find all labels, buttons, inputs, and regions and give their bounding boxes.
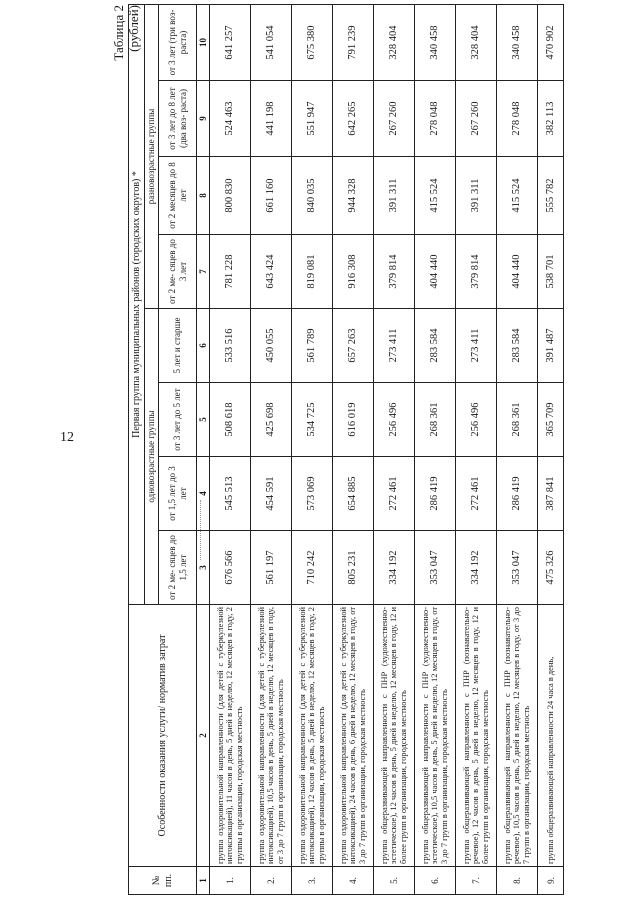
- table-row: [456, 4, 497, 894]
- cost-value: 805 231: [333, 531, 374, 605]
- cost-value: 256 496: [374, 383, 415, 457]
- cost-value: 800 830: [210, 157, 251, 235]
- cost-value: 508 618: [210, 383, 251, 457]
- cost-value: 541 054: [251, 4, 292, 80]
- cost-value: 382 113: [538, 81, 564, 157]
- col-header: от 3 лет (три воз- раста): [159, 4, 197, 80]
- cost-value: 328 404: [374, 4, 415, 80]
- cost-value: 573 069: [292, 457, 333, 531]
- col-number: 1: [197, 867, 210, 895]
- col-header: от 2 месяцев до 8 лет: [159, 157, 197, 235]
- header-mixed-age: разновозрастные группы: [145, 4, 159, 308]
- row-number: 7.: [456, 867, 497, 895]
- col-header: от 1,5 лет до 3 лет: [159, 457, 197, 531]
- table-row: [251, 4, 292, 894]
- cost-value: 676 566: [210, 531, 251, 605]
- cost-value: 365 709: [538, 383, 564, 457]
- cost-value: 791 239: [333, 4, 374, 80]
- cost-value: 334 192: [456, 531, 497, 605]
- table-row: [497, 4, 538, 894]
- col-number: 7: [197, 235, 210, 309]
- cost-value: 256 496: [456, 383, 497, 457]
- cost-value: 391 311: [456, 157, 497, 235]
- cost-value: 415 524: [497, 157, 538, 235]
- cost-value: 657 263: [333, 309, 374, 383]
- cost-value: 391 311: [374, 157, 415, 235]
- cost-value: 819 081: [292, 235, 333, 309]
- cost-value: 454 591: [251, 457, 292, 531]
- col-header: от 2 ме- сяцев до 3 лет: [159, 235, 197, 309]
- header-group: Первая группа муниципальных районов (городских округов) *: [129, 4, 145, 604]
- row-description: группа общеразвивающей направленности с ПНР (художественно-эстетическое), 10,5 часов в день, 5 дней в неделю, 12 месяцев в году, от 3 до 7 групп в организации, городская местность: [415, 605, 456, 867]
- cost-value: 283 584: [415, 309, 456, 383]
- cost-value: 524 463: [210, 81, 251, 157]
- cost-value: 641 257: [210, 4, 251, 80]
- table-title: Таблица 2: [111, 5, 126, 61]
- row-number: 6.: [415, 867, 456, 895]
- row-description: группа общеразвивающей направленности с ПНР (познавательно-речевое), 12 часов в день, 5 дней в неделю, 12 месяцев в году, 12 и более групп в организации, городская местность: [456, 605, 497, 867]
- col-header: 5 лет и старше: [159, 309, 197, 383]
- row-description: группа оздоровительной направленности (для детей с туберкулезной интоксикацией), 12 часов в день, 5 дней в неделю, 12 месяцев в году, 2 группы в организации, городская местность: [292, 605, 333, 867]
- cost-value: 642 265: [333, 81, 374, 157]
- cost-value: 340 458: [497, 4, 538, 80]
- cost-value: 675 380: [292, 4, 333, 80]
- cost-value: 273 411: [374, 309, 415, 383]
- cost-value: 441 198: [251, 81, 292, 157]
- cost-value: 551 947: [292, 81, 333, 157]
- row-number: 5.: [374, 867, 415, 895]
- cost-value: 286 419: [497, 457, 538, 531]
- table-row: [374, 4, 415, 894]
- cost-value: 391 487: [538, 309, 564, 383]
- row-number: 8.: [497, 867, 538, 895]
- cost-table: [125, 4, 564, 895]
- cost-value: 334 192: [374, 531, 415, 605]
- cost-value: 328 404: [456, 4, 497, 80]
- cost-value: 268 361: [415, 383, 456, 457]
- cost-value: 267 260: [374, 81, 415, 157]
- cost-value: 643 424: [251, 235, 292, 309]
- cost-value: 555 782: [538, 157, 564, 235]
- row-description: группа общеразвивающей направленности 24 часа в день,: [538, 605, 564, 867]
- cost-value: 781 228: [210, 235, 251, 309]
- cost-value: 353 047: [415, 531, 456, 605]
- cost-value: 534 725: [292, 383, 333, 457]
- cost-value: 278 048: [497, 81, 538, 157]
- cost-value: 450 055: [251, 309, 292, 383]
- col-header: от 2 ме- сяцев до 1,5 лет: [159, 531, 197, 605]
- cost-value: 273 411: [456, 309, 497, 383]
- table-body: [210, 4, 564, 894]
- table-unit: (рублей): [125, 5, 141, 52]
- col-number: 3: [197, 531, 210, 605]
- cost-value: 353 047: [497, 531, 538, 605]
- row-number: 3.: [292, 867, 333, 895]
- row-description: группа общеразвивающей направленности с ПНР (художественно-эстетическое), 12 часов в день, 5 дней в неделю, 12 месяцев в году, 12 и более групп в организации, городская местность: [374, 605, 415, 867]
- col-number: 5: [197, 383, 210, 457]
- header-feature: Особенности оказания услуги/ норматив затрат: [129, 605, 197, 867]
- cost-value: 561 197: [251, 531, 292, 605]
- cost-value: 944 328: [333, 157, 374, 235]
- cost-value: 387 841: [538, 457, 564, 531]
- cost-value: 272 461: [374, 457, 415, 531]
- cost-value: 267 260: [456, 81, 497, 157]
- col-number: 10: [197, 4, 210, 80]
- row-description: группа оздоровительной направленности (для детей с туберкулезной интоксикацией), 11 часов в день, 5 дней в неделю, 12 месяцев в году, 2 группы в организации, городская местность: [210, 605, 251, 867]
- cost-value: 268 361: [497, 383, 538, 457]
- cost-value: 616 019: [333, 383, 374, 457]
- cost-value: 283 584: [497, 309, 538, 383]
- col-header: от 3 лет до 8 лет (два воз- раста): [159, 81, 197, 157]
- row-description: группа оздоровительной направленности (для детей с туберкулезной интоксикацией), 10,5 часов в день, 5 дней в неделю, 12 месяцев в году, от 3 до 7 групп в организации, городская местность: [251, 605, 292, 867]
- cost-value: 475 326: [538, 531, 564, 605]
- col-number: 6: [197, 309, 210, 383]
- row-description: группа оздоровительной направленности (для детей с туберкулезной интоксикацией), 24 часов в день, 6 дней в неделю, 12 месяцев в году, от 3 до 7 групп в организации, городская местность: [333, 605, 374, 867]
- cost-value: 379 814: [374, 235, 415, 309]
- col-header: от 3 лет до 5 лет: [159, 383, 197, 457]
- col-number: 4: [197, 457, 210, 531]
- row-number: 1.: [210, 867, 251, 895]
- cost-value: 404 440: [415, 235, 456, 309]
- page-number: 12: [60, 430, 74, 445]
- row-number: 9.: [538, 867, 564, 895]
- table-row: [415, 4, 456, 894]
- row-description: группа общеразвивающей направленности с ПНР (познавательно-речевое), 10,5 часов в день, 5 дней в неделю, 12 месяцев в году, от 3 до 7 групп в организации, городская местность: [497, 605, 538, 867]
- table-row: [292, 4, 333, 894]
- table-row: [210, 4, 251, 894]
- cost-value: 538 701: [538, 235, 564, 309]
- cost-value: 654 885: [333, 457, 374, 531]
- cost-value: 916 308: [333, 235, 374, 309]
- cost-value: 278 048: [415, 81, 456, 157]
- col-number: 2: [197, 605, 210, 867]
- col-number: 8: [197, 157, 210, 235]
- cost-value: 272 461: [456, 457, 497, 531]
- cost-value: 545 513: [210, 457, 251, 531]
- row-number: 2.: [251, 867, 292, 895]
- cost-value: 710 242: [292, 531, 333, 605]
- table-row: [333, 4, 374, 894]
- table-row: [538, 4, 564, 894]
- cost-value: 404 440: [497, 235, 538, 309]
- cost-value: 425 698: [251, 383, 292, 457]
- cost-value: 415 524: [415, 157, 456, 235]
- header-same-age: одновозрастные группы: [145, 309, 159, 605]
- cost-value: 533 516: [210, 309, 251, 383]
- cost-value: 661 160: [251, 157, 292, 235]
- row-number: 4.: [333, 867, 374, 895]
- header-no: № пп.: [129, 867, 197, 895]
- cost-value: 561 789: [292, 309, 333, 383]
- cost-value: 286 419: [415, 457, 456, 531]
- cost-value: 379 814: [456, 235, 497, 309]
- cost-value: 840 035: [292, 157, 333, 235]
- cost-value: 340 458: [415, 4, 456, 80]
- rotated-table-page: [110, 5, 590, 895]
- col-number: 9: [197, 81, 210, 157]
- cost-value: 470 902: [538, 4, 564, 80]
